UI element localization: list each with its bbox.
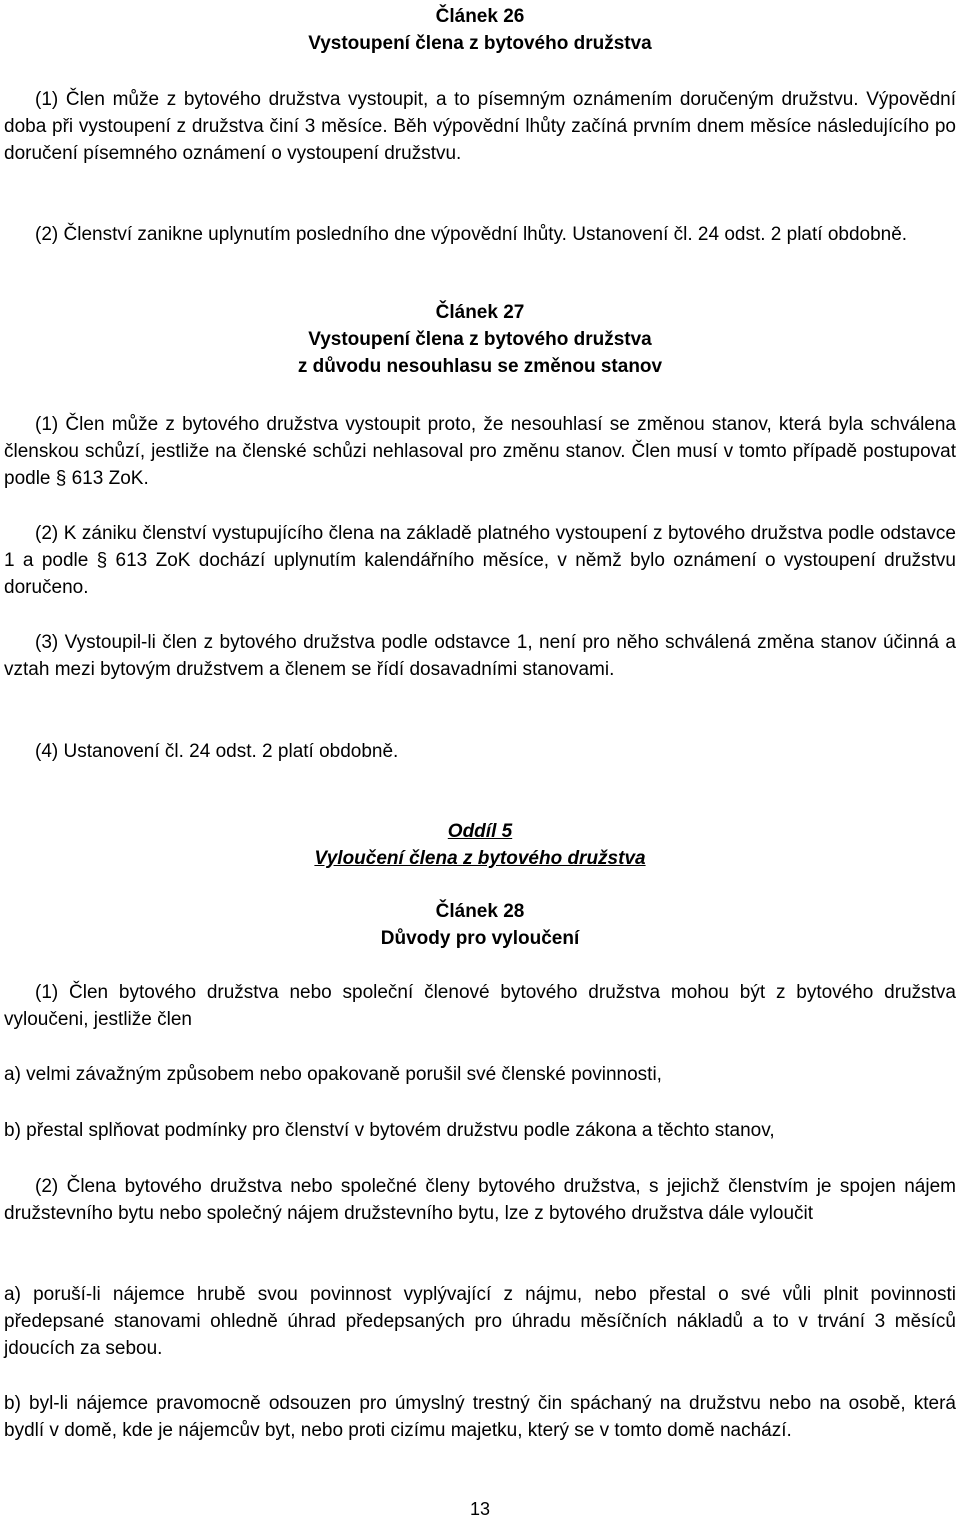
article-28-item-a1: a) velmi závažným způsobem nebo opakovaně porušil své členské povinnosti,	[4, 1064, 662, 1085]
article-28-paragraph-2: (2) Člena bytového družstva nebo společné členy bytového družstva, s jejichž členstvím je spojen nájem družstevního bytu nebo společný nájem družstevního bytu, lze z bytového družstva dále vyloučit	[4, 1176, 956, 1224]
article-27-title-line-2: z důvodu nesouhlasu se změnou stanov	[297, 356, 663, 377]
article-26-title: Vystoupení člena z bytového družstva	[308, 33, 652, 54]
article-28-heading: Článek 28	[435, 901, 525, 922]
section-5-title: Vyloučení člena z bytového družstva	[314, 848, 646, 869]
section-5-heading-block	[4, 818, 956, 872]
article-27-paragraph-1: (1) Člen může z bytového družstva vystoupit proto, že nesouhlasí se změnou stanov, která byla schválena členskou schůzí, jestliže na členské schůzi nehlasoval pro změnu stanov. Člen musí v tomto případě postupovat podle § 613 ZoK.	[4, 414, 956, 489]
section-5-heading: Oddíl 5	[447, 821, 513, 842]
article-26-heading-block	[4, 3, 956, 57]
article-27-title-line-1: Vystoupení člena z bytového družstva	[308, 329, 652, 350]
article-28-heading-block	[4, 898, 956, 952]
article-26-paragraph-2: (2) Členství zanikne uplynutím posledního dne výpovědní lhůty. Ustanovení čl. 24 odst. 2 platí obdobně.	[35, 224, 908, 245]
article-26-paragraph-1: (1) Člen může z bytového družstva vystoupit, a to písemným oznámením doručeným družstvu. Výpovědní doba při vystoupení z družstva činí 3 měsíce. Běh výpovědní lhůty začíná prvním dnem měsíce následujícího po doručení písemného oznámení o vystoupení družstvu.	[4, 89, 956, 164]
article-28-paragraph-1: (1) Člen bytového družstva nebo společní členové bytového družstva mohou být z bytového družstva vyloučeni, jestliže člen	[4, 982, 956, 1030]
article-27-paragraph-4: (4) Ustanovení čl. 24 odst. 2 platí obdobně.	[35, 741, 399, 762]
article-28-item-b1: b) přestal splňovat podmínky pro členství v bytovém družstvu podle zákona a těchto stanov,	[4, 1120, 775, 1141]
article-27-paragraph-3: (3) Vystoupil-li člen z bytového družstva podle odstavce 1, není pro něho schválená změna stanov účinná a vztah mezi bytovým družstvem a členem se řídí dosavadními stanovami.	[4, 632, 956, 680]
article-26-heading: Článek 26	[435, 6, 525, 27]
article-27-heading-block	[4, 299, 956, 380]
article-27-heading: Článek 27	[435, 302, 525, 323]
article-27-paragraph-2: (2) K zániku členství vystupujícího člena na základě platného vystoupení z bytového družstva podle odstavce 1 a podle § 613 ZoK dochází uplynutím kalendářního měsíce, v němž bylo oznámení o vystoupení družstvu doručeno.	[4, 523, 956, 598]
article-28-item-a2: a) poruší-li nájemce hrubě svou povinnost vyplývající z nájmu, nebo přestal o své vůli plnit povinnosti předepsané stanovami ohledně úhrad předepsaných pro úhradu měsíčních nákladů a to v trvání 3 měsíců jdoucích za sebou.	[4, 1284, 956, 1359]
page-number: 13	[469, 1499, 491, 1519]
article-28-item-b2: b) byl-li nájemce pravomocně odsouzen pro úmyslný trestný čin spáchaný na družstvu nebo na osobě, která bydlí v domě, kde je nájemcův byt, nebo proti cizímu majetku, který se v tomto domě nachází.	[4, 1393, 956, 1441]
article-28-title: Důvody pro vyloučení	[380, 928, 580, 949]
